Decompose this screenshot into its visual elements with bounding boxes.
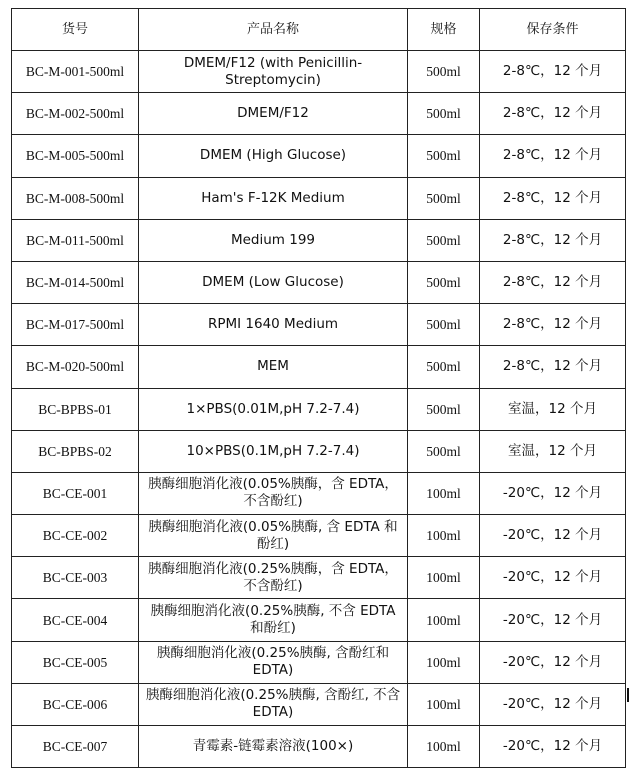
row-size: 500ml xyxy=(408,304,480,346)
table-row xyxy=(12,430,626,472)
row-code: BC-M-017-500ml xyxy=(12,304,139,346)
row-size: 500ml xyxy=(408,261,480,303)
row-size: 500ml xyxy=(408,346,480,388)
table-row xyxy=(12,346,626,388)
table-row xyxy=(12,388,626,430)
row-code: BC-M-001-500ml xyxy=(12,51,139,93)
row-storage: -20℃，12 个月 xyxy=(480,599,626,641)
table-row xyxy=(12,472,626,514)
row-product-name: 胰酶细胞消化液(0.05%胰酶, 含 EDTA 和酚红) xyxy=(139,515,408,557)
row-code: BC-M-011-500ml xyxy=(12,219,139,261)
table-row xyxy=(12,135,626,177)
row-product-name: RPMI 1640 Medium xyxy=(139,304,408,346)
row-product-name: MEM xyxy=(139,346,408,388)
row-size: 100ml xyxy=(408,515,480,557)
row-product-name: DMEM/F12 xyxy=(139,93,408,135)
header-code: 货号 xyxy=(12,9,139,51)
row-size: 500ml xyxy=(408,177,480,219)
row-storage: 2-8℃，12 个月 xyxy=(480,51,626,93)
row-code: BC-M-014-500ml xyxy=(12,261,139,303)
row-code: BC-CE-003 xyxy=(12,557,139,599)
row-storage: 2-8℃，12 个月 xyxy=(480,177,626,219)
row-code: BC-BPBS-01 xyxy=(12,388,139,430)
row-code: BC-M-020-500ml xyxy=(12,346,139,388)
header-size: 规格 xyxy=(408,9,480,51)
row-product-name: DMEM (High Glucose) xyxy=(139,135,408,177)
row-size: 500ml xyxy=(408,135,480,177)
table-row xyxy=(12,726,626,768)
row-code: BC-CE-002 xyxy=(12,515,139,557)
row-product-name: 青霉素-链霉素溶液(100×) xyxy=(139,726,408,768)
header-row xyxy=(12,9,626,51)
header-product-name: 产品名称 xyxy=(139,9,408,51)
product-table xyxy=(11,8,626,768)
row-size: 100ml xyxy=(408,641,480,683)
row-size: 100ml xyxy=(408,683,480,725)
row-code: BC-M-008-500ml xyxy=(12,177,139,219)
row-storage: -20℃，12 个月 xyxy=(480,557,626,599)
row-storage: -20℃，12 个月 xyxy=(480,726,626,768)
table-row xyxy=(12,177,626,219)
row-size: 500ml xyxy=(408,219,480,261)
row-product-name: Medium 199 xyxy=(139,219,408,261)
row-storage: -20℃，12 个月 xyxy=(480,641,626,683)
row-code: BC-CE-007 xyxy=(12,726,139,768)
table-row xyxy=(12,515,626,557)
row-product-name: 1×PBS(0.01M,pH 7.2-7.4) xyxy=(139,388,408,430)
row-storage: -20℃，12 个月 xyxy=(480,515,626,557)
row-storage: 2-8℃，12 个月 xyxy=(480,304,626,346)
row-size: 500ml xyxy=(408,388,480,430)
row-code: BC-CE-006 xyxy=(12,683,139,725)
header-storage: 保存条件 xyxy=(480,9,626,51)
table-row xyxy=(12,93,626,135)
row-size: 500ml xyxy=(408,51,480,93)
table-row xyxy=(12,304,626,346)
row-storage: -20℃，12 个月 xyxy=(480,472,626,514)
row-code: BC-M-005-500ml xyxy=(12,135,139,177)
row-storage: 2-8℃，12 个月 xyxy=(480,261,626,303)
row-product-name: DMEM (Low Glucose) xyxy=(139,261,408,303)
edge-mark xyxy=(627,688,629,702)
row-product-name: Ham's F-12K Medium xyxy=(139,177,408,219)
row-product-name: DMEM/F12 (with Penicillin-Streptomycin) xyxy=(139,51,408,93)
row-storage: 2-8℃，12 个月 xyxy=(480,93,626,135)
row-size: 500ml xyxy=(408,93,480,135)
row-storage: 室温，12 个月 xyxy=(480,430,626,472)
table-row xyxy=(12,641,626,683)
table-row xyxy=(12,51,626,93)
table-row xyxy=(12,557,626,599)
row-size: 100ml xyxy=(408,472,480,514)
row-code: BC-M-002-500ml xyxy=(12,93,139,135)
row-storage: 室温，12 个月 xyxy=(480,388,626,430)
row-storage: 2-8℃，12 个月 xyxy=(480,219,626,261)
table-body xyxy=(12,51,626,768)
row-size: 100ml xyxy=(408,557,480,599)
row-code: BC-BPBS-02 xyxy=(12,430,139,472)
row-product-name: 胰酶细胞消化液(0.25%胰酶，含 EDTA，不含酚红) xyxy=(139,557,408,599)
row-code: BC-CE-005 xyxy=(12,641,139,683)
table-row xyxy=(12,219,626,261)
row-product-name: 胰酶细胞消化液(0.25%胰酶, 含酚红, 不含 EDTA) xyxy=(139,683,408,725)
table-row xyxy=(12,261,626,303)
row-size: 100ml xyxy=(408,599,480,641)
row-product-name: 胰酶细胞消化液(0.05%胰酶，含 EDTA，不含酚红) xyxy=(139,472,408,514)
row-code: BC-CE-004 xyxy=(12,599,139,641)
row-product-name: 胰酶细胞消化液(0.25%胰酶, 含酚红和 EDTA) xyxy=(139,641,408,683)
row-product-name: 10×PBS(0.1M,pH 7.2-7.4) xyxy=(139,430,408,472)
row-code: BC-CE-001 xyxy=(12,472,139,514)
row-storage: 2-8℃，12 个月 xyxy=(480,346,626,388)
row-storage: -20℃，12 个月 xyxy=(480,683,626,725)
row-product-name: 胰酶细胞消化液(0.25%胰酶, 不含 EDTA 和酚红) xyxy=(139,599,408,641)
table-row xyxy=(12,599,626,641)
row-storage: 2-8℃，12 个月 xyxy=(480,135,626,177)
table-row xyxy=(12,683,626,725)
row-size: 500ml xyxy=(408,430,480,472)
row-size: 100ml xyxy=(408,726,480,768)
